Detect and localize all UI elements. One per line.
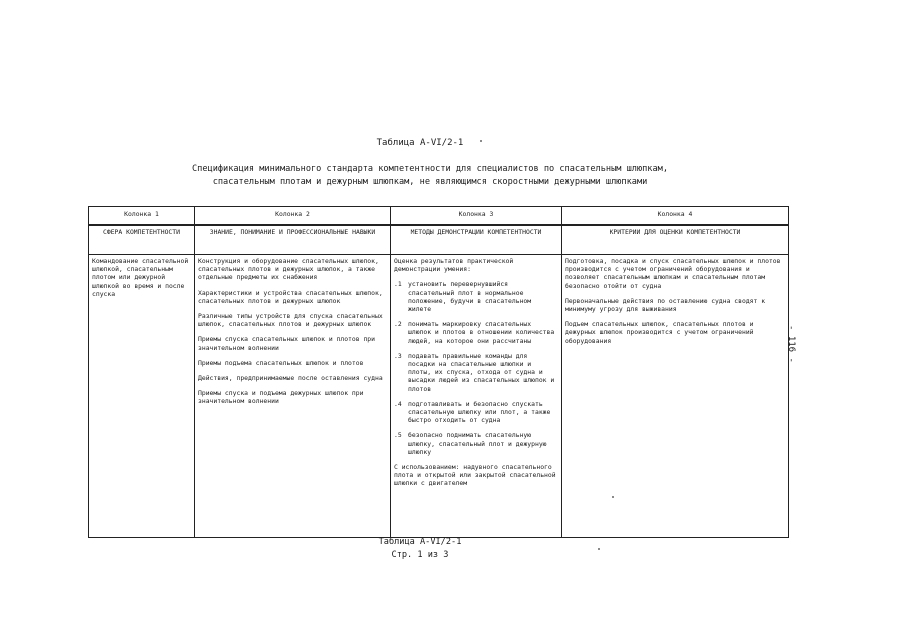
- knowledge-item: Приемы подъема спасательных шлюпок и плотов: [198, 358, 364, 367]
- criteria-cell: [562, 255, 789, 538]
- column-header-row: [89, 225, 789, 255]
- competence-text: Командование спасательной шлюпкой, спасательным плотом или дежурной шлюпкой во время и после спуска: [92, 257, 189, 298]
- methods-item-text: безопасно поднимать спасательную шлюпку, спасательный плот и дежурную шлюпку: [408, 431, 547, 456]
- methods-item: [394, 280, 558, 313]
- knowledge-item: Приемы спуска спасательных шлюпок и плотов при значительном волнении: [198, 335, 375, 352]
- scan-speck: [612, 496, 614, 498]
- methods-item-number: .3: [394, 351, 402, 360]
- knowledge-item: Приемы спуска и подъема дежурных шлюпок при значительном волнении: [198, 389, 364, 406]
- criteria-item: Подъем спасательных шлюпок, спасательных плотов и дежурных шлюпок производится с учетом ограничений оборудования: [565, 320, 754, 345]
- competence-table: [88, 206, 789, 538]
- methods-item-text: подготавливать и безопасно спускать спасательную шлюпку или плот, а также быстро отходить от судна: [408, 399, 551, 425]
- criteria-item: Первоначальные действия по оставлению судна сводят к минимуму угрозу для выживания: [565, 296, 766, 314]
- methods-cell: [391, 255, 562, 538]
- table-heading: [150, 163, 710, 189]
- table-body-row: [89, 255, 789, 538]
- knowledge-item: Различные типы устройств для спуска спасательных шлюпок, спасательных плотов и дежурных шлюпок: [198, 312, 383, 329]
- column-number: Колонка 2: [195, 207, 391, 226]
- scan-speck: [598, 548, 600, 550]
- column-number: Колонка 1: [89, 207, 195, 226]
- scan-speck: [480, 140, 482, 142]
- knowledge-item: Характеристики и устройства спасательных шлюпок, спасательных плотов и дежурных шлюпок: [198, 288, 383, 305]
- methods-item: [394, 400, 558, 425]
- methods-item: [394, 320, 558, 345]
- column-header-methods: МЕТОДЫ ДЕМОНСТРАЦИИ КОМПЕТЕНТНОСТИ: [391, 225, 562, 255]
- methods-intro: Оценка результатов практической демонстрации умения:: [394, 257, 514, 274]
- competence-cell: [89, 255, 195, 538]
- methods-item-number: .4: [394, 399, 402, 408]
- column-header-knowledge: ЗНАНИЕ, ПОНИМАНИЕ И ПРОФЕССИОНАЛЬНЫЕ НАВЫКИ: [195, 225, 391, 255]
- methods-item-number: .5: [394, 431, 402, 440]
- column-header-competence: СФЕРА КОМПЕТЕНТНОСТИ: [89, 225, 195, 255]
- methods-item-text: подавать правильные команды для посадки на спасательные шлюпки и плоты, их спуска, отхода от судна и высадки людей из спасательных шлюпок и плотов: [408, 351, 555, 393]
- methods-item: [394, 352, 558, 393]
- footer-table-label: Таблица A-VI/2-1: [378, 537, 462, 547]
- methods-item-text: установить перевернувшийся спасательный плот в нормальное положение, будучи в спасательном жилете: [408, 280, 532, 314]
- methods-item-text: понимать маркировку спасательных шлюпок и плотов в отношении количества людей, на которое они рассчитаны: [408, 320, 555, 345]
- table-label-top: Таблица A-VI/2-1: [376, 138, 464, 148]
- methods-outro: С использованием: надувного спасательного плота и открытой или закрытой спасательной шлюпки с двигателем: [394, 463, 556, 488]
- column-number-row: [89, 207, 789, 226]
- heading-line-2: спасательным плотам и дежурным шлюпкам, не являющимся скоростными дежурными шлюпками: [212, 177, 648, 187]
- footer-page-indicator: Стр. 1 из 3: [391, 550, 449, 560]
- page-number: - 116 -: [786, 325, 796, 363]
- column-number: Колонка 3: [391, 207, 562, 226]
- heading-line-1: Спецификация минимального стандарта компетентности для специалистов по спасательным шлюпкам,: [192, 164, 668, 174]
- methods-item-number: .2: [394, 320, 402, 329]
- column-number: Колонка 4: [562, 207, 789, 226]
- criteria-item: Подготовка, посадка и спуск спасательных шлюпок и плотов производится с учетом ограничений оборудования и позволяет спасательным шлюпкам и спасательным плотам безопасно отойти от судна: [565, 257, 781, 290]
- methods-item-number: .1: [394, 280, 402, 289]
- knowledge-item: Действия, предпринимаемые после оставления судна: [198, 374, 383, 383]
- methods-item: [394, 431, 558, 456]
- knowledge-item: Конструкция и оборудование спасательных шлюпок, спасательных плотов и дежурных шлюпок, а также отдельные предметы их снабжения: [198, 257, 379, 282]
- column-header-criteria: КРИТЕРИИ ДЛЯ ОЦЕНКИ КОМПЕТЕНТНОСТИ: [562, 225, 789, 255]
- knowledge-cell: [195, 255, 391, 538]
